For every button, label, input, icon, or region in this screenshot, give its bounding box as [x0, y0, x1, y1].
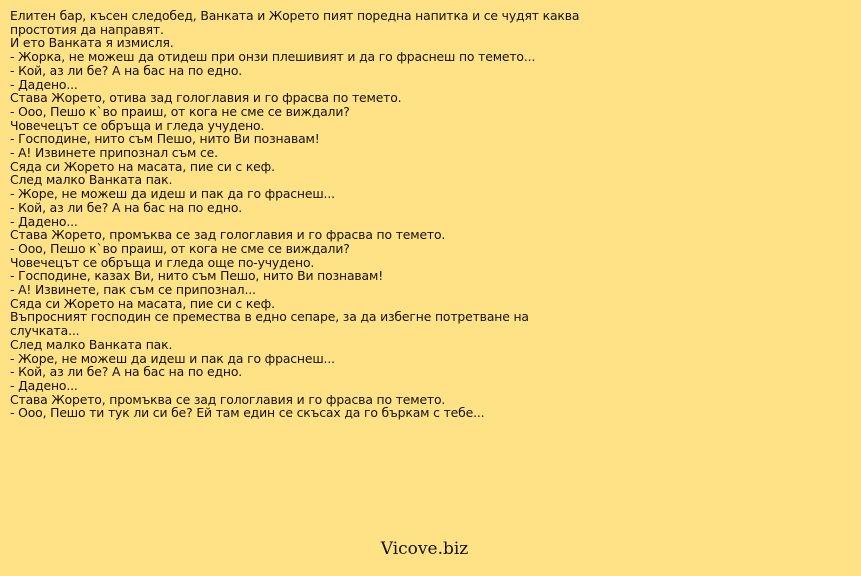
joke-line: - Ооо, Пешо к`во праиш, от кога не сме се виждали? [10, 240, 350, 256]
joke-line: - Кой, аз ли бе? А на бас на по едно. [10, 364, 243, 380]
joke-line: - Жоре, не можеш да идеш и пак да го фраснеш... [10, 350, 335, 366]
joke-line: И ето Ванката я измисля. [10, 35, 174, 51]
joke-line: - Дадено... [10, 377, 78, 393]
joke-line: - Кой, аз ли бе? А на бас на по едно. [10, 62, 243, 78]
joke-line: - Кой, аз ли бе? А на бас на по едно. [10, 199, 243, 215]
joke-line: - Дадено... [10, 213, 78, 229]
joke-line: - Дадено... [10, 76, 78, 92]
joke-line: Човечецът се обръща и гледа още по-учудено. [10, 254, 315, 270]
site-footer [0, 539, 861, 559]
joke-line: Сяда си Жорето на масата, пие си с кеф. [10, 295, 275, 311]
joke-line: Става Жорето, промъква се зад гологлавия и го фрасва по темето. [10, 227, 446, 243]
joke-line: - А! Извинете, пак съм се припознал... [10, 282, 256, 298]
joke-line: След малко Ванката пак. [10, 336, 173, 352]
joke-line: - А! Извинете припознал съм се. [10, 145, 218, 161]
joke-line: Елитен бар, късен следобед, Ванката и Жорето пият поредна напитка и се чудят каква простотия да направят. [10, 8, 580, 37]
joke-line: - Господине, нито съм Пешо, нито Ви познавам! [10, 131, 320, 147]
joke-line: Въпросният господин се премества в едно сепаре, за да избегне потретване на случката... [10, 309, 529, 339]
joke-line: След малко Ванката пак. [10, 172, 173, 188]
joke-line: - Ооо, Пешо ти тук ли си бе? Ей там един се скъсах да го бъркам с тебе... [10, 405, 485, 421]
site-name: Vicove.biz [380, 539, 469, 559]
joke-line: Сяда си Жорето на масата, пие си с кеф. [10, 158, 275, 174]
joke-line: - Ооо, Пешо к`во праиш, от кога не сме се виждали? [10, 103, 350, 119]
joke-line: - Господине, казах Ви, нито съм Пешо, нито Ви познавам! [10, 268, 384, 284]
joke-line: Става Жорето, промъква се зад гологлавия и го фрасва по темето. [10, 391, 446, 407]
joke-line: - Жоре, не можеш да идеш и пак да го фраснеш... [10, 186, 335, 202]
joke-line: Става Жорето, отива зад гологлавия и го фрасва по темето. [10, 90, 402, 106]
joke-line: - Жорка, не можеш да отидеш при онзи плешивият и да го фраснеш по темето... [10, 49, 536, 65]
joke-line: Човечецът се обръща и гледа учудено. [10, 117, 265, 133]
joke-text [10, 9, 590, 420]
